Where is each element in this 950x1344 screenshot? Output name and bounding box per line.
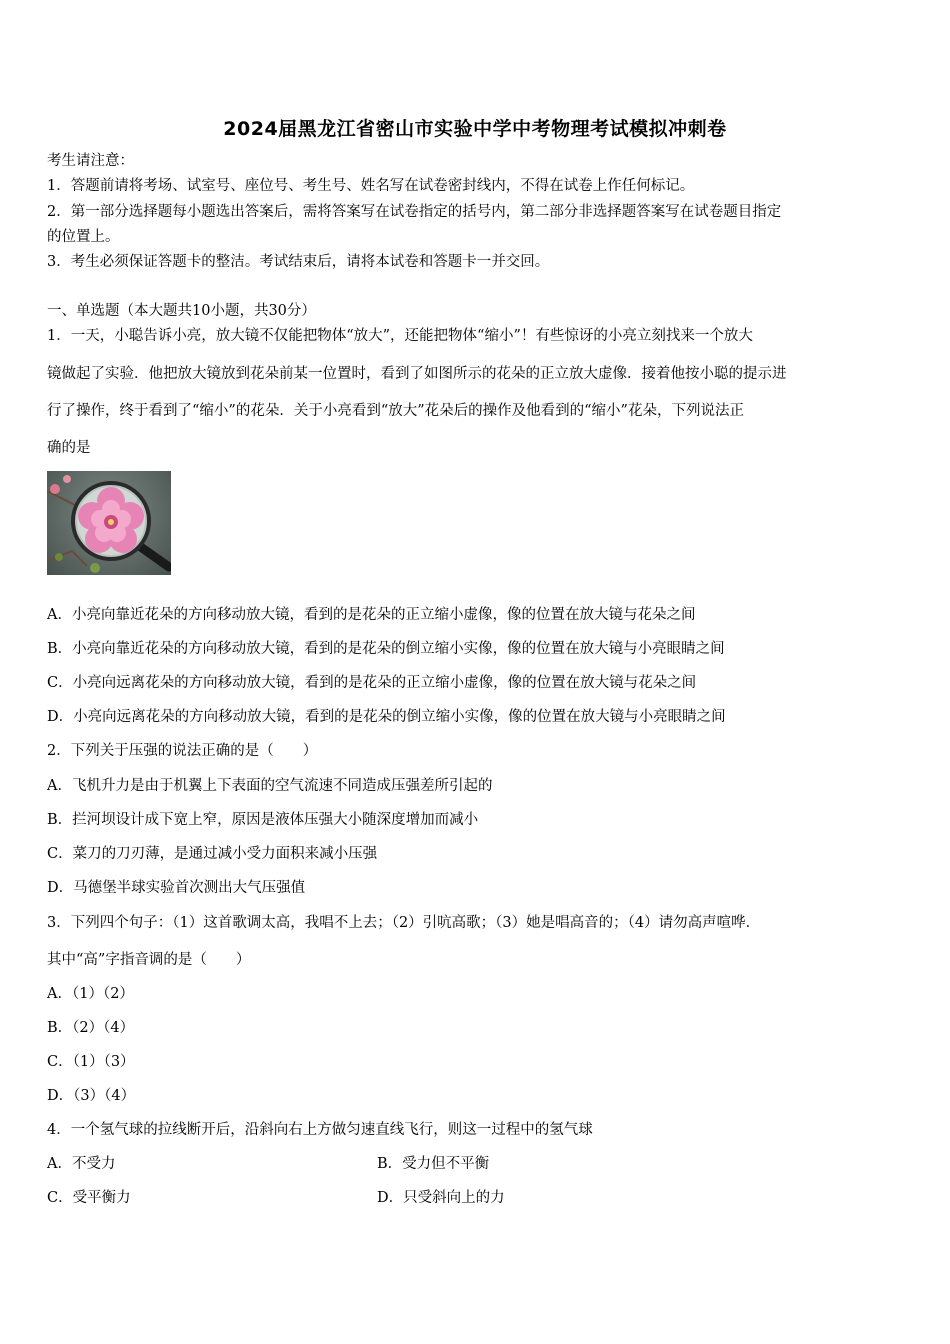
- notice-heading: 考生请注意：: [47, 153, 134, 169]
- option-d: D．只受斜向上的力: [377, 1190, 505, 1206]
- question-text: 1．一天，小聪告诉小亮，放大镜不仅能把物体“放大”，还能把物体“缩小”！有些惊讶的小亮立刻找来一个放大: [47, 328, 753, 344]
- magnifier-flower-illustration: [47, 471, 171, 575]
- option-d: D．小亮向远离花朵的方向移动放大镜，看到的是花朵的倒立缩小实像，像的位置在放大镜与小亮眼睛之间: [47, 709, 726, 725]
- option-b: B．（2）（4）: [47, 1020, 135, 1036]
- option-b: B．受力但不平衡: [377, 1156, 490, 1172]
- question-text: 行了操作，终于看到了“缩小”的花朵．关于小亮看到“放大”花朵后的操作及他看到的“缩小”花朵，下列说法正: [47, 403, 744, 419]
- question-text: 4．一个氢气球的拉线断开后，沿斜向右上方做匀速直线飞行，则这一过程中的氢气球: [47, 1122, 593, 1138]
- question-text: 镜做起了实验．他把放大镜放到花朵前某一位置时，看到了如图所示的花朵的正立放大虚像．接着他按小聪的提示进: [47, 366, 787, 382]
- option-b: B．小亮向靠近花朵的方向移动放大镜，看到的是花朵的倒立缩小实像，像的位置在放大镜与小亮眼睛之间: [47, 641, 725, 657]
- notice-item: 3．考生必须保证答题卡的整洁。考试结束后，请将本试卷和答题卡一并交回。: [47, 254, 550, 270]
- magnifier-flower-photo: [47, 471, 171, 575]
- page-title: 2024届黑龙江省密山市实验中学中考物理考试模拟冲刺卷: [223, 118, 727, 140]
- question-text: 其中“高”字指音调的是（ ）: [47, 952, 251, 968]
- option-a: A．（1）（2）: [47, 986, 134, 1002]
- option-d: D．马德堡半球实验首次测出大气压强值: [47, 880, 306, 896]
- option-a: A．小亮向靠近花朵的方向移动放大镜，看到的是花朵的正立缩小虚像，像的位置在放大镜与花朵之间: [47, 607, 696, 623]
- section-heading: 一、单选题（本大题共10小题，共30分）: [47, 303, 316, 319]
- option-d: D．（3）（4）: [47, 1088, 136, 1104]
- question-text: 2．下列关于压强的说法正确的是（ ）: [47, 743, 318, 759]
- notice-item: 的位置上。: [47, 229, 120, 245]
- notice-item: 2．第一部分选择题每小题选出答案后，需将答案写在试卷指定的括号内，第二部分非选择题答案写在试卷题目指定: [47, 204, 782, 220]
- option-b: B．拦河坝设计成下宽上窄，原因是液体压强大小随深度增加而减小: [47, 812, 479, 828]
- option-c: C．小亮向远离花朵的方向移动放大镜，看到的是花朵的正立缩小虚像，像的位置在放大镜与花朵之间: [47, 675, 697, 691]
- question-text: 确的是: [47, 440, 91, 456]
- option-c: C．菜刀的刀刃薄，是通过减小受力面积来减小压强: [47, 846, 378, 862]
- option-a: A．不受力: [47, 1156, 116, 1172]
- notice-item: 1．答题前请将考场、试室号、座位号、考生号、姓名写在试卷密封线内，不得在试卷上作任何标记。: [47, 178, 695, 194]
- option-c: C．（1）（3）: [47, 1054, 135, 1070]
- option-c: C．受平衡力: [47, 1190, 131, 1206]
- question-text: 3．下列四个句子：（1）这首歌调太高，我唱不上去；（2）引吭高歌；（3）她是唱高音的；（4）请勿高声喧哗．: [47, 915, 761, 931]
- option-a: A．飞机升力是由于机翼上下表面的空气流速不同造成压强差所引起的: [47, 778, 493, 794]
